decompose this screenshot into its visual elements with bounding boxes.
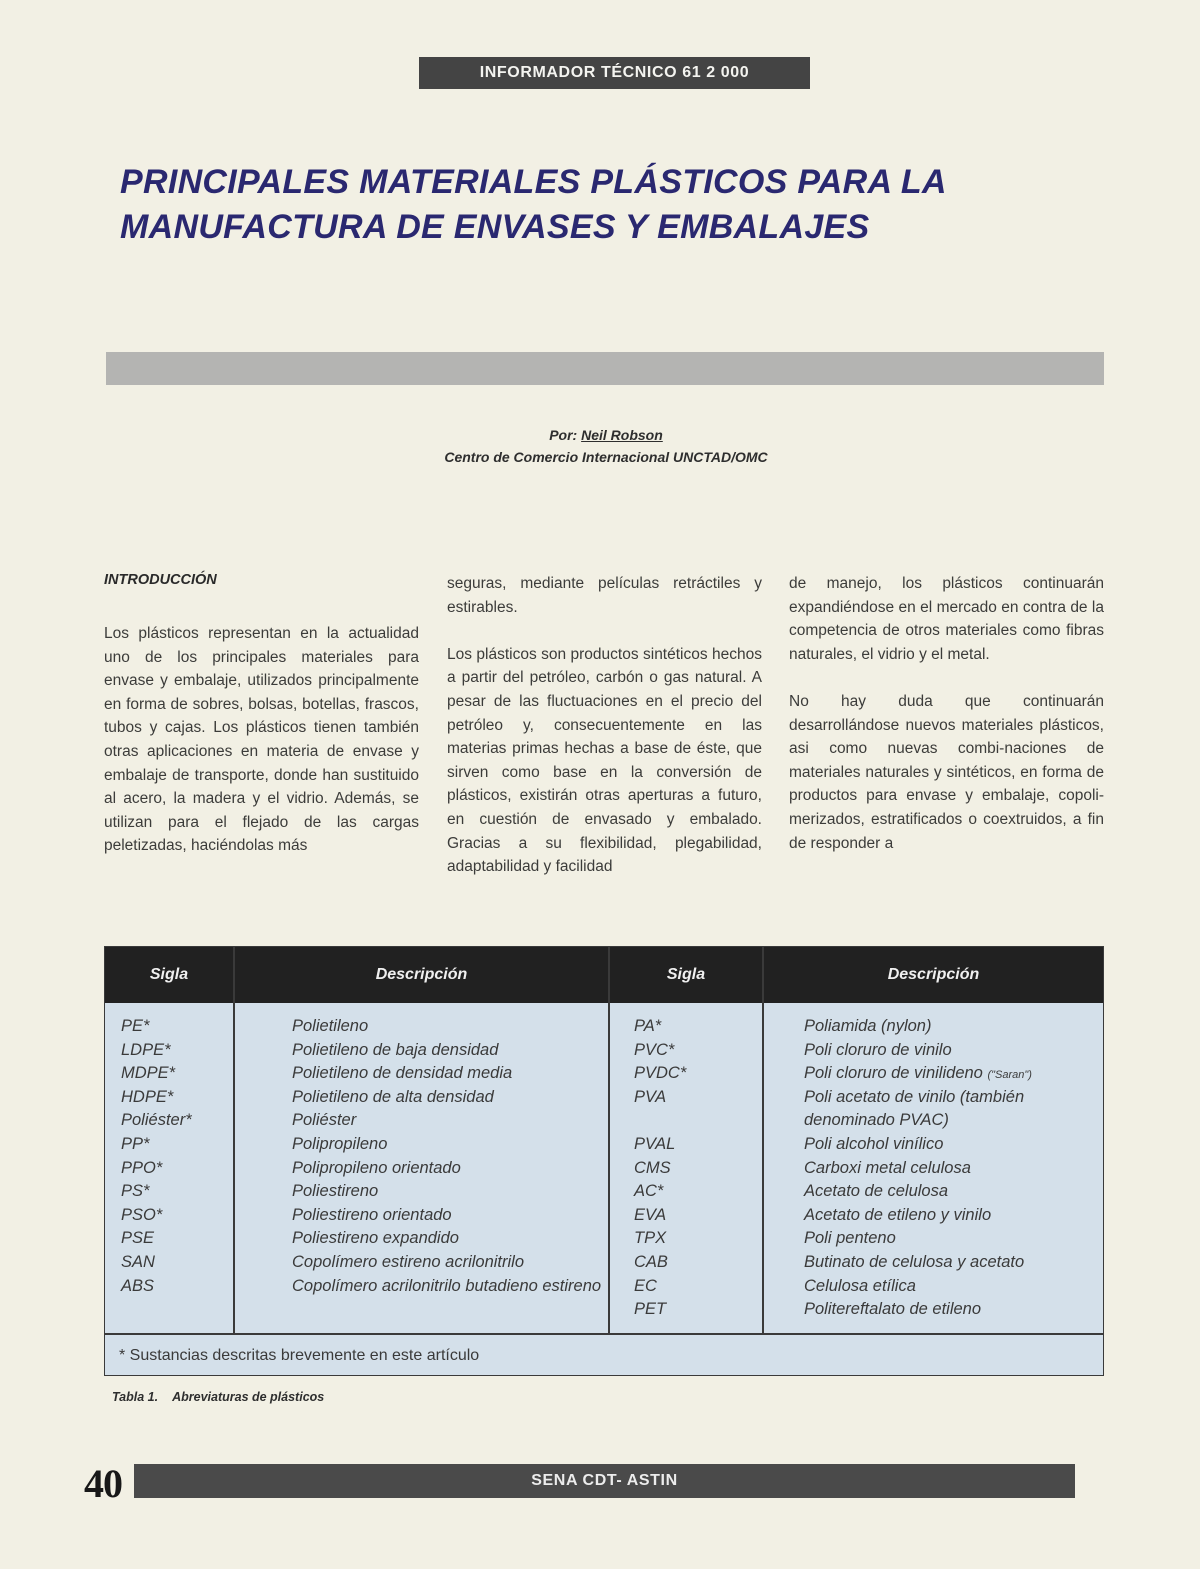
table-header-cell: Sigla bbox=[666, 966, 706, 983]
table-cell: TPX bbox=[634, 1229, 667, 1248]
saran-note: ("Saran") bbox=[987, 1069, 1032, 1082]
table-cell: Poliéster* bbox=[121, 1111, 192, 1130]
author-name: Neil Robson bbox=[581, 427, 663, 443]
journal-header-band: INFORMADOR TÉCNICO 61 2 000 bbox=[419, 57, 810, 89]
paragraph: Los plásticos son productos sintéticos hechos a partir del petróleo, carbón o gas natural. A pesar de las fluctuaciones en el precio del petróleo y, consecuentemente en las materias primas hechas a base de éste, que sirven como base en la conversión de plásticos, existirán otras aperturas a futuro, en cuestión de envasado y embalado. Gracias a su flexibilidad, plegabilidad, adaptabilidad y facilidad bbox=[447, 645, 762, 876]
table-cell: Polietileno de baja densidad bbox=[292, 1040, 499, 1059]
table-cell: Carboxi metal celulosa bbox=[804, 1158, 971, 1177]
caption-text: Abreviaturas de plásticos bbox=[172, 1390, 325, 1404]
table-cell: Polietileno bbox=[292, 1017, 369, 1035]
table-caption bbox=[112, 1390, 324, 1404]
table-cell: PA* bbox=[634, 1017, 662, 1035]
section-heading: INTRODUCCIÓN bbox=[104, 572, 217, 588]
title-line-1: PRINCIPALES MATERIALES PLÁSTICOS PARA LA bbox=[120, 163, 947, 201]
table-cell: Polipropileno orientado bbox=[292, 1158, 461, 1177]
title-line-2: MANUFACTURA DE ENVASES Y EMBALAJES bbox=[120, 208, 870, 246]
table-footnote-divider bbox=[105, 1333, 1103, 1335]
caption-label: Tabla 1. bbox=[112, 1390, 159, 1404]
table-column-divider bbox=[608, 947, 610, 1333]
table-header-cell: Descripción bbox=[375, 966, 468, 983]
right-description-column bbox=[804, 1015, 1094, 1322]
byline-prefix: Por: bbox=[549, 427, 578, 443]
table-cell: HDPE* bbox=[121, 1087, 174, 1106]
table-cell: PVDC* bbox=[634, 1064, 687, 1083]
table-cell: Butinato de celulosa y acetato bbox=[804, 1252, 1025, 1271]
table-cell: PET bbox=[634, 1300, 667, 1319]
table-cell: Poli cloruro de vinilo bbox=[804, 1040, 952, 1059]
author-organization: Centro de Comercio Internacional UNCTAD/OMC bbox=[444, 449, 768, 465]
left-sigla-column bbox=[121, 1015, 229, 1298]
table-cell: PVAL bbox=[634, 1134, 676, 1153]
table-cell: PVC* bbox=[634, 1040, 675, 1059]
table-cell: Poliestireno expandido bbox=[292, 1229, 459, 1248]
paragraph: Los plásticos representan en la actualidad uno de los principales materiales para envase y embalaje, utilizados principalmente en forma de sobres, bolsas, botellas, frascos, tubos y cajas. Los plásticos tienen también otras aplicaciones en materia de envase y embalaje de transporte, donde han sustituido al acero, la madera y el vidrio. Además, se utilizan para el flejado de las cargas peletizadas, haciéndolas más bbox=[104, 625, 419, 855]
table-cell: Copolímero acrilonitrilo butadieno estireno bbox=[292, 1276, 602, 1295]
table-cell: LDPE* bbox=[121, 1040, 171, 1059]
table-cell: MDPE* bbox=[121, 1064, 176, 1083]
table-header-cell: Descripción bbox=[887, 966, 980, 983]
paragraph: No hay duda que continuarán desarrollándose nuevos materiales plásticos, asi como nuevas combi-naciones de materiales naturales y sintéticos, en forma de productos para envase y embalaje, copoli-merizados, estratificados o coextruidos, a fin de responder a bbox=[789, 692, 1104, 852]
table-cell: Polietileno de alta densidad bbox=[292, 1087, 494, 1106]
text-column-2 bbox=[447, 572, 762, 902]
byline bbox=[300, 424, 912, 468]
table-cell: Acetato de etileno y vinilo bbox=[804, 1205, 992, 1224]
table-cell: PVA bbox=[634, 1087, 667, 1106]
table-column-divider bbox=[233, 947, 235, 1333]
text-column-3 bbox=[789, 572, 1104, 879]
table-cell: Poli penteno bbox=[804, 1229, 896, 1248]
plastics-abbreviations-table bbox=[104, 946, 1104, 1376]
table-cell: Acetato de celulosa bbox=[804, 1182, 949, 1201]
table-cell: PSE bbox=[121, 1229, 155, 1248]
table-cell-text: Poli cloruro de vinilideno bbox=[804, 1064, 983, 1083]
table-column-divider bbox=[762, 947, 764, 1333]
table-cell: Polietileno de densidad media bbox=[292, 1064, 513, 1083]
right-sigla-column bbox=[634, 1015, 754, 1322]
decorative-gray-bar bbox=[106, 352, 1104, 385]
table-cell: Politereftalato de etileno bbox=[804, 1300, 982, 1319]
table-cell: CAB bbox=[634, 1252, 668, 1271]
table-header-row bbox=[105, 947, 1103, 1003]
article-title bbox=[120, 160, 1130, 250]
table-cell: Celulosa etílica bbox=[804, 1276, 916, 1295]
table-cell: Poli alcohol vinílico bbox=[804, 1134, 944, 1153]
table-cell: PPO* bbox=[121, 1158, 163, 1177]
table-cell: Copolímero estireno acrilonitrilo bbox=[292, 1252, 525, 1271]
table-cell: CMS bbox=[634, 1158, 671, 1177]
table-cell: PS* bbox=[121, 1182, 150, 1201]
table-cell bbox=[804, 1062, 1094, 1086]
left-description-column bbox=[292, 1015, 602, 1322]
table-cell: PSO* bbox=[121, 1205, 163, 1224]
paragraph: de manejo, los plásticos continuarán expandiéndose en el mercado en contra de la competencia de otros materiales como fibras naturales, el vidrio y el metal. bbox=[789, 575, 1104, 663]
table-footnote: * Sustancias descritas brevemente en este artículo bbox=[119, 1347, 480, 1364]
table-cell: Poliamida (nylon) bbox=[804, 1017, 932, 1035]
table-cell: Poliestireno orientado bbox=[292, 1205, 452, 1224]
table-cell: PP* bbox=[121, 1134, 150, 1153]
table-header-cell: Sigla bbox=[149, 966, 189, 983]
table-cell: ABS bbox=[121, 1276, 155, 1295]
table-cell: Poliéster bbox=[292, 1111, 357, 1130]
table-cell: EVA bbox=[634, 1205, 667, 1224]
table-cell: Poli acetato de vinilo (también denominado PVAC) bbox=[804, 1087, 1025, 1130]
table-cell: AC* bbox=[634, 1182, 664, 1201]
text-column-1 bbox=[104, 572, 419, 882]
table-cell: PE* bbox=[121, 1017, 150, 1035]
table-cell: Poliestireno bbox=[292, 1182, 379, 1201]
page-number: 40 bbox=[84, 1461, 122, 1506]
table-cell: EC bbox=[634, 1276, 657, 1295]
table-cell: SAN bbox=[121, 1252, 155, 1271]
table-cell: Polipropileno bbox=[292, 1134, 388, 1153]
paragraph: seguras, mediante películas retráctiles y estirables. bbox=[447, 575, 762, 616]
footer-band: SENA CDT- ASTIN bbox=[134, 1464, 1075, 1498]
